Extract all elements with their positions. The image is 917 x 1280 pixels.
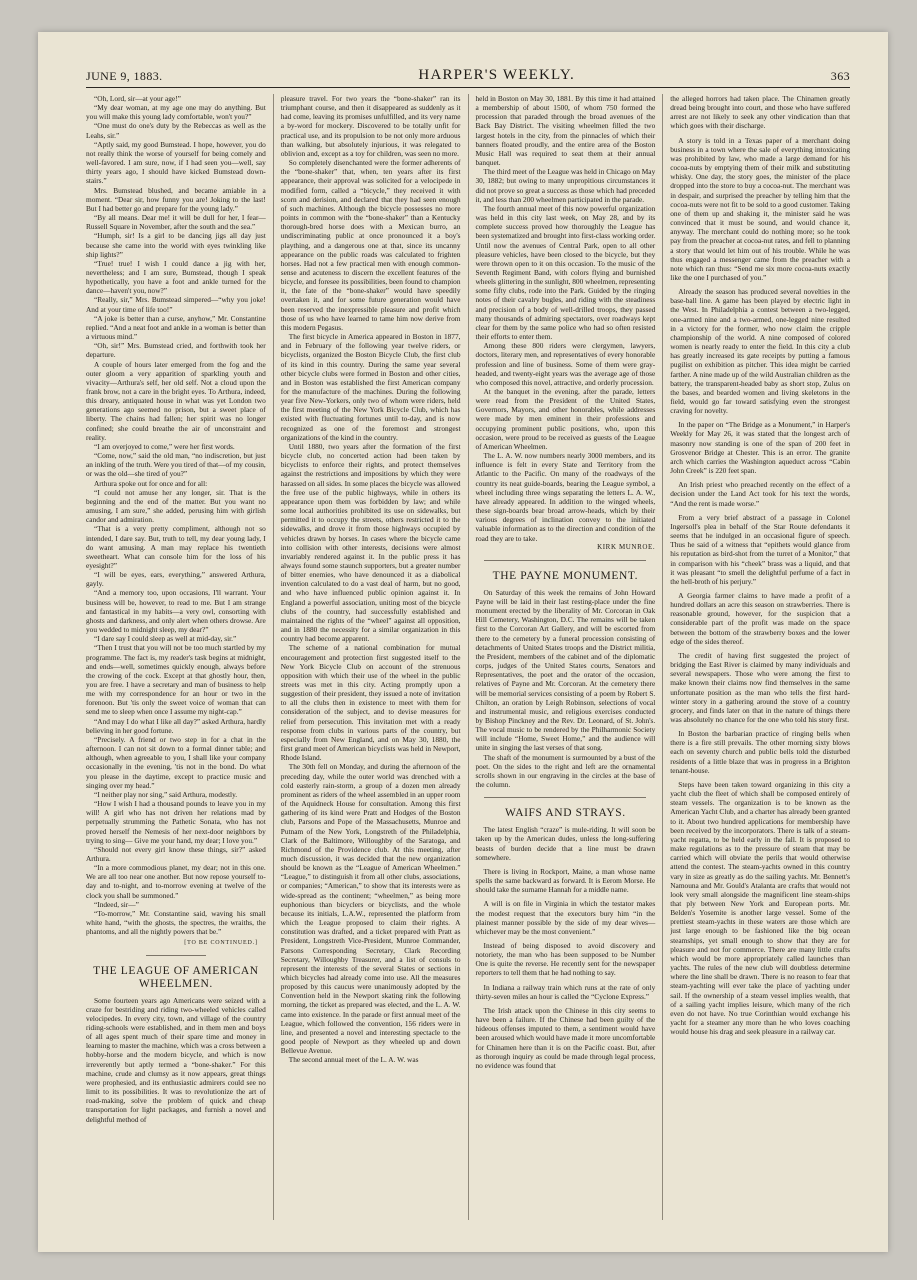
league-article-continued xyxy=(281,94,461,1065)
article-paragraph: The first bicycle in America appeared in Boston in 1877, and in February of the following year twelve riders, or bicyclists, organized the Boston Bicycle Club, the first club of its kind in this country. During the same year several other bicycle clubs were formed in Boston and other cities, and in Boston was established the first American company for the manufacture of the machines. During the following year five New-Yorkers, only two of whom were riders, held the first meeting of the New York Bicycle Club, which has existed with fluctuating fortunes until to-day, and is now recognized as one of the foremost and strongest organizations of the kind in the country. xyxy=(280,332,461,442)
waifs-item: Steps have been taken toward organizing in this city a yacht club the fleet of which shall be composed entirely of steam vessels. The organization is to be known as the American Yacht Club, and a charter has already been granted to it. About two hundred applications for membership have been received by the incorporators. There is talk of a steam-yacht regatta, to be held early in the fall. It is proposed to make regulations as to the pressure of steam that may be carried which will obviate the perils that would otherwise attend the contest. The steam-yachts owned in this country vary in size as greatly as do the sailing yachts. Mr. Bennett's Namouna and Mr. Gould's Atalanta are crafts that would not look very small alongside the magnificent line steam-ships that ply between New York and European ports. Mr. Belden's Yosemite is another large vessel. Some of the prettiest steam-yachts in these waters are those which are just large enough to be fashioned like the big ocean steamships, yet small enough to show that they are for pleasure and not for commerce. There are many little crafts which would be more appropriately called launches than yachts. The rules of the new club will doubtless determine where the line shall be drawn. There is no reason to fear that steam-yachting will ever take the place of yachting under sail. If the ownership of a steam vessel implies wealth, that of a sailing yacht implies leisure, which many of the rich even do not have. No true Corinthian would exchange his yacht for a steamer any more than he who loves coaching would house his drag and seek pleasure in a railway car. xyxy=(670,779,850,1037)
story-paragraph: “By all means. Dear me! it will be dull for her, I fear—Russell Square in November, after the south and the sea.” xyxy=(86,213,266,232)
story-paragraph: “I will be eyes, ears, everything,” answered Arthura, gayly. xyxy=(86,570,266,589)
article-paragraph: At the banquet in the evening, after the parade, letters were read from the President of the United States, Governors, Mayors, and other honorables, while addresses were made by men eminent in their professions and occupying prominent public positions, who, upon this occasion, were proud to be received as guests of the League of American Wheelmen. xyxy=(475,387,656,451)
columns xyxy=(86,94,850,1220)
waifs-item: Instead of being disposed to avoid discovery and notoriety, the man who has been supposed to be Number One is quite the reverse. He recently sent for the newspaper reporters to tell them that he had nothing to say. xyxy=(475,940,656,978)
column-2 xyxy=(274,94,469,1220)
column-3 xyxy=(469,94,664,1220)
story-paragraph: A couple of hours later emerged from the fog and the outer gloom a very apparition of sparkling youth and vivacity—Arthura's self, her old self. Not a cloud upon the frank brow, not a care in the bright eyes. To Arthura, indeed, this dreary, antiquated house in what was yet London two generations ago seemed no prison, but a sweet place of liberty. The chains had fallen; her spirit was no longer confined; she could breathe the air of unconstraint and reality. xyxy=(86,359,266,442)
article-paragraph: held in Boston on May 30, 1881. By this time it had attained a membership of about 1500, of whom 750 formed the procession that paraded through the broad avenues of the Back Bay District. The visiting wheelmen filled the two largest hotels in the city, from the pinnacles of which their banners floated proudly, and the entire area of the Boston Music Hall was required to seat them at their annual banquet. xyxy=(475,94,656,168)
story-paragraph: “Humph, sir! Is a girl to be dancing jigs all day just because she came into the world with eyes twinkling like ship lights?” xyxy=(86,231,266,259)
story-paragraph: “In a more commodious planet, my dear; not in this one. We are all too near one another. But now repose yourself to-day and to-night, and to-morrow evening at twelve of the clock you shall be summoned.” xyxy=(86,863,266,900)
story-paragraph: Arthura spoke out for once and for all: xyxy=(94,478,208,488)
publication-title: HARPER'S WEEKLY. xyxy=(418,67,575,83)
story-paragraph: “Precisely. A friend or two step in for a chat in the afternoon. I can not sit down to a formal dinner table; and although, when agreeable to you, I shall like your company occasionally in the evening, 'tis not in the bond. Do what you please in the daytime, except to practice music and singing over my head.” xyxy=(86,734,266,790)
story-paragraph: “Should not every girl know these things, sir?” asked Arthura. xyxy=(86,844,266,863)
masthead-rule xyxy=(86,87,850,88)
column-4 xyxy=(663,94,850,1220)
waifs-item: A Georgia farmer claims to have made a profit of a hundred dollars an acre this season on strawberries. There is reasonable ground, however, for the suspicion that a considerable part of the profit was made on the space between the bottom of the strawberry boxes and the lower edge of the sides thereof. xyxy=(670,590,850,646)
payne-article xyxy=(476,588,656,789)
article-paragraph: Among these 800 riders were clergymen, lawyers, doctors, literary men, and representatives of every honorable profession and line of business. Some of them were gray-headed, and twenty-eight years was the average age of those who composed this novel, attractive, and orderly procession. xyxy=(475,341,656,387)
author-signature: KIRK MUNROE. xyxy=(597,542,656,551)
league-article-end xyxy=(476,94,656,543)
story-paragraph: “Really, sir,” Mrs. Bumstead simpered—“why you joke! And at your time of life too!” xyxy=(86,295,266,314)
article-paragraph: Some fourteen years ago Americans were seized with a craze for bestriding and riding two-wheeled vehicles called velocipedes. In every city, town, and village of the country riding-schools were established, and in them men and boys of all ages spent much of their spare time and money in learning to master the machine, which was a cross between a hobby-horse and the modern bicycle, and which is now irreverently but aptly termed a “bone-shaker.” For this machine, crude and clumsy as it now appears, great things were prophesied, and its enthusiastic admirers could see no limit to its possibilities. It was to revolutionize the art of road-making, solve the problem of quick and cheap transportation for light packages, and furnish a novel and delightful method of xyxy=(86,995,266,1124)
column-1 xyxy=(86,94,274,1220)
payne-paragraph: On Saturday of this week the remains of John Howard Payne will be laid in their last resting-place under the fine monument erected by the liberality of Mr. Corcoran in Oak Hill Cemetery, Washington, D.C. The remains will be taken first to the Corcoran Art Gallery, and will be escorted from there to the cemetery by a funeral procession consisting of detachments of United States troops and the District militia, the President, members of the cabinet and of the diplomatic corps, judges of the United States courts, Senators and Representatives, the poet and the orator of the occasion, relatives of Payne and Mr. Corcoran. At the cemetery there will be memorial services consisting of a poem by Robert S. Chilton, an oration by Leigh Robinson, selections of vocal and instrumental music, and religious exercises conducted by Bishop Pinckney and the Rev. Dr. Leonard, of St. John's. The vocal music to be rendered by the Philharmonic Society will include “Home, Sweet Home,” and the audience will unite in singing the last verses of that song. xyxy=(475,587,656,753)
story-paragraph: “And may I do what I like all day?” asked Arthura, hardly believing in her good fortune. xyxy=(86,716,266,735)
waifs-item: The credit of having first suggested the project of bridging the East River is claimed by many individuals and several newspapers. Those who were among the first to make known their claims now find themselves in the same unfortunate position as the man who tells the first hard-winter story in a gathering around the stove of a country grocery, and finds later on that in the nature of things there was absolutely no chance for the one who told his story first. xyxy=(670,650,850,724)
story-paragraph: Mrs. Bumstead blushed, and became amiable in a moment. “Dear sir, how funny you are! Joking to the last! But I had better go and prepare for the young lady.” xyxy=(86,185,266,213)
story-paragraph: “My dear woman, at my age one may do anything. But you will make this young lady comfortable, won't you?” xyxy=(86,103,266,122)
story-paragraph: “Oh, sir!” Mrs. Bumstead cried, and forthwith took her departure. xyxy=(86,341,266,360)
story-paragraph: “And a memory too, upon occasions, I'll warrant. Your business will be, however, to read to me. But I am strange and fantastical in my habits—a very owl, consorting with ghosts and darkness, and only alert when others drowse. Are you wedded to midnight sleep, my dear?” xyxy=(86,588,266,635)
story-paragraph: “True! true! I wish I could dance a jig with her, nevertheless; and I am sure, Bumstead, though I speak hypothetically, you have a foot and ankle turned for the dance—haven't you, now?” xyxy=(86,258,266,296)
story-paragraph: “Aptly said, my good Bumstead. I hope, however, you do not really think the worse of yourself for being comely and well-favored. I am sure, now, if I had seen you—well, say thirty years ago, I should have kicked Bumstead down-stairs.” xyxy=(86,139,266,186)
story-paragraph: “Come, now,” said the old man, “no indiscretion, but just an inkling of the truth. Were you tired of that—of my cousin, or was the old—she tired of you?” xyxy=(86,451,266,479)
section-divider xyxy=(146,955,206,956)
waifs-item: From a very brief abstract of a passage in Colonel Ingersoll's plea in behalf of the Star Route defendants it seems that he indulged in an occasional figure of speech. Thus he said of a witness that “epithets would glance from his reputation as bird-shot from the turret of a Monitor,” that in comparison with his “cheek” brass was a liquid, and that it was pleasant “to smell the delightful perfume of a fact in the hell-broth of his perjury.” xyxy=(670,512,850,586)
story-paragraph: “Then I trust that you will not be too much startled by my programme. The fact is, my reader's task begins at midnight, and ends—well, sometimes quickly enough, always before the crowing of the cock. Except at that ghostly hour, then, you are free. I have a secretary and man of business to help me with my correspondence for an hour or two in the forenoon. But 'tis only the sweet voice of woman that can send me to sleep when once I assume my night-cap.” xyxy=(86,643,266,717)
story-paragraph: “That is a very pretty compliment, although not so intended, I dare say. But, truth to tell, my dear young lady, I do want amusing. A man may replace his twentieth sweetheart. What can console him for the loss of his eyesight?” xyxy=(86,524,266,570)
payne-paragraph: The shaft of the monument is surmounted by a bust of the poet. On the sides to the right and left are the ornamental scrolls shown in our engraving in the circles at the base of the column. xyxy=(475,752,656,790)
story-paragraph: “How I wish I had a thousand pounds to leave you in my will! A girl who has not driven her relations mad by perpetually strumming the Pathetic Sonata, who has not proved herself the Nemesis of her next-door neighbors by trying to sing— Give me your hand, my dear; I love you.” xyxy=(86,799,266,845)
serial-story xyxy=(86,94,266,936)
waifs-item: In Indiana a railway train which runs at the rate of only thirty-seven miles an hour is called the “Cyclone Express.” xyxy=(475,982,656,1001)
waifs-items-continued xyxy=(670,94,850,1036)
payne-heading: THE PAYNE MONUMENT. xyxy=(492,569,639,582)
article-paragraph: The 30th fell on Monday, and during the afternoon of the preceding day, while the outer world was drenched with a cold easterly rain-storm, a group of a dozen men already prominent as riders of the wheel assembled in an upper room of the Aquidneck House for consultation. Among this first gathering of its kind were Pratt and Hodges of the Boston club, Parsons and Pope of the Massachusetts, Munroe and Putnam of the New York, Longstreth of the Philadelphia, Clark of the Baltimore, Willoughby of the Saratoga, and Richmond of the Providence club. At this meeting, after much discussion, it was decided that the new organization should be known as the “League of American Wheelmen.” “League,” to distinguish it from all other clubs, associations, or companies; “American,” to show that its interests were as wide-spread as the continent; “wheelmen,” as being more euphonious than bicyclers or bicyclists, and the whole because its initials, L.A.W., represented the platform from which the League proposed to claim their rights. A constitution was drafted, and a ticket prepared with Pratt as President, Longstreth Vice-President, Munroe Commander, Parsons Corresponding Secretary, Clark Recording Secretary, Willoughby Treasurer, and a list of consuls to represent the interests of the several States or sections in which bicycles had already come into use. All the measures proposed by this caucus were unanimously adopted by the Convention held in the Newport skating rink the following morning, the ticket as prepared was elected, and the L. A. W. came into existence. In the parade or first annual meet of the League, which followed the convention, 156 riders were in line, and presented a novel and interesting spectacle to the good people of Newport as they wheeled up and down Bellevue Avenue. xyxy=(280,762,461,1056)
masthead xyxy=(86,62,850,84)
waifs-item: The Irish attack upon the Chinese in this city seems to have been a failure. If the Chinese had been guilty of the hideous offenses imputed to them, a sentiment would have been aroused which would have made it more uncomfortable for Chinamen here than it is on the Pacific coast. But, after as thorough inquiry as could be made through legal process, no evidence was found that xyxy=(475,1005,656,1070)
story-paragraph: “I dare say I could sleep as well at mid-day, sir.” xyxy=(94,634,237,644)
story-paragraph: “A joke is better than a curse, anyhow,” Mr. Constantine replied. “And a neat foot and ankle in a woman is better than a virtuous mind.” xyxy=(86,313,266,342)
section-divider xyxy=(484,797,646,798)
waifs-item: A story is told in a Texas paper of a merchant doing business in a town where the sale of everything intoxicating was prohibited by law, who made a large demand for his cocoa-nuts by emptying them of their milk and substituting whisky. One day, the story goes, the minister of the place dropped into the store to buy a cocoa-nut. The merchant was in despair, and surprised the preacher by telling him that the cocoa-nuts were not fit to be sold to a good customer. Taking one of them up and shaking it, the minister said he was convinced that it must be sound, and would chance it, anyway. The merchant could do nothing more; so he took pay from the preacher at cocoa-nut rates, and fell to planning a story that would let him out of his trouble. While he was thus engaged a messenger came from the preacher with a note which ran thus: “Send me six more cocoa-nuts exactly like the one I purchased of you.” xyxy=(670,135,850,282)
waifs-heading: WAIFS AND STRAYS. xyxy=(505,807,626,820)
article-paragraph: pleasure travel. For two years the “bone-shaker” ran its triumphant course, and then it disappeared as suddenly as it had come, leaving its promises unfulfilled, and its very name a by-word for mockery. Discovered to be totally unfit for practical use, and its propulsion to be not only more arduous than walking, but absolutely injurious, it was relegated to oblivion and, except as a toy for children, was seen no more. xyxy=(280,94,461,158)
story-paragraph: “To-morrow,” Mr. Constantine said, waving his small white hand, “with the ghosts, the spectres, the wraiths, the phantoms, and all the nightly powers that be.” xyxy=(86,908,266,937)
page-number: 363 xyxy=(830,69,850,83)
waifs-item: the alleged horrors had taken place. The Chinamen greatly dread being brought into court, and those who have suffered arrest are not likely to seek any other vindication than that which goes with their discharge. xyxy=(670,94,850,131)
league-heading: THE LEAGUE OF AMERICAN WHEELMEN. xyxy=(93,964,259,990)
article-paragraph: The scheme of a national combination for mutual encouragement and protection first suggested itself to the New York Bicycle Club on account of the strenuous opposition with which their use of the wheel in the public streets was met in this city. Acting promptly upon a suggestion of their president, they issued a note of invitation to all the clubs then in existence to meet with them for consideration of the subject, and to devise measures for relief from persecution. This invitation met with a ready response from clubs in various parts of the country, but especially from New England, and on May 30, 1880, the first grand meet of American bicyclists was held in Newport, Rhode Island. xyxy=(280,643,461,763)
article-paragraph: So completely disenchanted were the former adherents of the “bone-shaker” that, when, ten years after its first appearance, their approval was solicited for a velocipede in modified form, called a “bicycle,” they received it with scorn and derision, and declared that they had seen enough of such machines. Although the bicycle possesses no more points in common with the “bone-shaker” than a Kentucky thorough-bred horse does with a Mexican burro, an undiscriminating public at once pronounced it a boy's plaything, and a dangerous one at that, since its uncanny appearance on the public roads was calculated to frighten horses. Had not a few practical men with enough common-sense and acuteness to discern the excellent features of the bicycle, and foresee its possibilities, been found to champion it, the fate of the “bone-shaker” would have speedily overtaken it, and for some future generation would have been reserved the inexpressible pleasure and profit which those of us who have learned to tame him now derive from this modern Pegasus. xyxy=(280,158,461,332)
waifs-item: The latest English “craze” is mule-riding. It will soon be taken up by the American dudes, unless the long-suffering beasts of burden decide that a line must be drawn somewhere. xyxy=(475,825,656,862)
story-paragraph: “I could not amuse her any longer, sir. That is the beginning and the end of the matter. But you want no amusing, I am sure,” she added, perusing him with girlish candor and admiration. xyxy=(86,487,266,525)
article-paragraph: Until 1880, two years after the formation of the first bicycle club, no concerted action had been taken by bicyclists to enforce their rights, and protect themselves against the restrictions and impositions by which they were harassed on all sides. In some places the bicycle was allowed the free use of the public highways, while in others its appearance upon them was forbidden by law; and while some local authorities prohibited its use on sidewalks, but permitted it to occupy the streets, others restricted it to the sidewalks, and drove it from those highways occupied by vehicles drawn by horses. In cases where the bicycle came into collision with other interests, decisions were almost invariably rendered against it. In the public press it has always found some staunch supporters, but a greater number of bitter enemies, who have denounced it as a diabolical invention calculated to do a vast deal of harm, but no good, and who have influenced public opinion against it. In England a powerful association, uniting most of the bicycle clubs of the country, had successfully established and maintained the rights of the “wheel” against all opposition, and in 1880 the necessity for a similar organization in this country had become apparent. xyxy=(280,441,461,644)
article-paragraph: The second annual meet of the L. A. W. was xyxy=(288,1055,419,1065)
to-be-continued: [TO BE CONTINUED.] xyxy=(184,940,258,947)
article-paragraph: The third meet of the League was held in Chicago on May 30, 1882; but owing to many unpropitious circumstances it did not prove so great a success as those which had preceded it, and less than 200 wheelmen participated in the parade. xyxy=(475,167,656,204)
article-paragraph: The fourth annual meet of this now powerful organization was held in this city last week, on May 28, and by its complete success proved how thoroughly the League has been systematized and brought into first-class working order. Until now the avenues of Central Park, open to all other pleasure vehicles, have been closed to the bicycle, but they were thrown open to it on this occasion. To the music of the Seventh Regiment Band, with colors flying and burnished wheels glittering in the sunlight, 800 wheelmen, representing some fifty clubs, rode into the Park. Guided by the ringing notes of their cavalry bugles, and riding with the steadiness and precision of a body of well-drilled troops, they passed many thousands of admiring spectators, over roadways kept clear for them by the same police who had so often resisted their efforts to enter them. xyxy=(475,203,656,342)
article-paragraph: The L. A. W. now numbers nearly 3000 members, and its influence is felt in every State and Territory from the Atlantic to the Pacific. On many of the roadways of the country its neat guide-boards, bearing the League symbol, a wheel including three wings separating the letters L. A. W., have already appeared. In addition to the winged wheels, these sign-boards bear broad arrow-heads, which by their various degrees of inclination convey to the initiated valuable information as to the direction and condition of the road they are to take. xyxy=(475,451,656,543)
newspaper-page xyxy=(38,32,888,1252)
section-divider xyxy=(484,560,646,561)
story-paragraph: “Oh, Lord, sir—at your age!” xyxy=(94,94,181,103)
league-article xyxy=(86,996,266,1124)
story-paragraph: “Indeed, sir—” xyxy=(94,899,139,909)
waifs-items xyxy=(476,825,656,1070)
waifs-item: An Irish priest who preached recently on the effect of a decision under the Land Act took for his text the words, “And the rent is made worse.” xyxy=(670,480,850,508)
issue-date: JUNE 9, 1883. xyxy=(86,69,163,83)
story-paragraph: “I neither play nor sing,” said Arthura, modestly. xyxy=(94,789,238,799)
waifs-item: A will is on file in Virginia in which the testator makes the modest request that the executors bury him “in the plainest manner possible by the side of my dear wives—whichever may be the most convenient.” xyxy=(475,899,656,936)
waifs-item: There is living in Rockport, Maine, a man whose name spells the same backward as forward. It is Eerom Morse. He should take the surname Hannah for a middle name. xyxy=(475,866,656,895)
waifs-item: In the paper on “The Bridge as a Monument,” in Harper's Weekly for May 26, it was stated that the longest arch of masonry now standing is one of the span of 200 feet in Grosvenor Bridge at Chester. This is an error. The granite arch which carries the Washington aqueduct across “Cabin John Creek” is 220 feet span. xyxy=(670,420,850,476)
story-paragraph: “I am overjoyed to come,” were her first words. xyxy=(94,441,235,451)
waifs-item: In Boston the barbarian practice of ringing bells when there is a fire still prevails. The other morning sixty blows each on seventy church and public bells told the disturbed residents of a little blaze that was in progress in a Brighton tenant-house. xyxy=(670,729,850,775)
waifs-item: Already the season has produced several novelties in the base-ball line. A game has been played by electric light in the West. In Philadelphia a contest between a two-legged, one-armed nine and a two-armed, one-legged nine resulted in a victory for the former, who now claim the cripple championship of the world. A nine composed of colored women is nearly ready to enter the field. In this city a club has greatly increased its gate receipts by putting a famous pugilist on exhibition as pitcher. This idea might be carried farther. A nine made up of the wild Australian children as the battery, the transparent-headed baby as short stop, Zulus on the bases, and bearded women and living skeletons in the field, would go far toward satisfying even the strongest craving for novelty. xyxy=(670,287,850,416)
story-paragraph: “One must do one's duty by the Rebeccas as well as the Leahs, sir.” xyxy=(86,121,266,140)
